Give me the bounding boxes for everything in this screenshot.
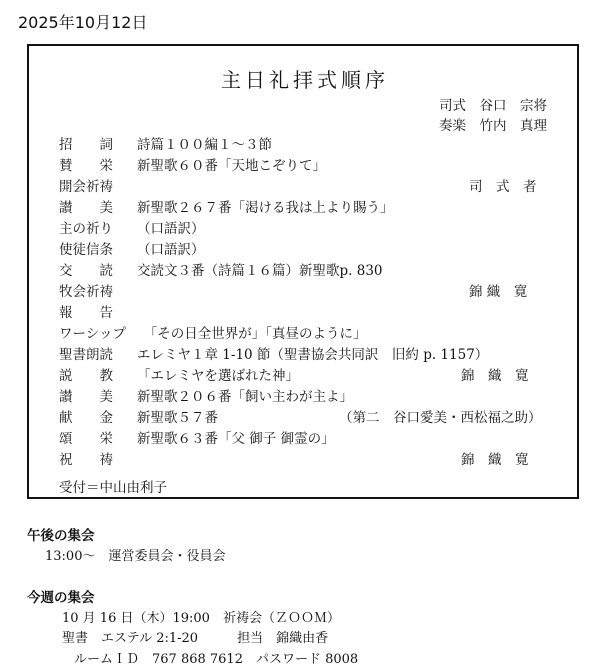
order-label: 讃 美 <box>59 200 113 216</box>
order-label: 聖書朗読 <box>59 347 113 363</box>
order-item <box>59 364 299 384</box>
order-item <box>59 217 205 237</box>
order-right: 司 式 者 <box>469 179 537 195</box>
officiant-name: 竹内 真理 <box>479 118 547 134</box>
order-item <box>59 238 205 258</box>
officiant-role: 奏楽 <box>439 118 466 134</box>
service-title: 主日礼拝式順序 <box>221 68 389 92</box>
officiant-presider <box>439 94 547 114</box>
order-right: 錦 織 寛 <box>469 284 528 300</box>
order-item <box>59 280 137 300</box>
order-label: 交 読 <box>59 263 113 279</box>
order-label: 説 教 <box>59 368 113 384</box>
order-label: 使徒信条 <box>59 242 113 258</box>
afternoon-item: 13:00～ 運営委員会・役員会 <box>45 549 226 564</box>
week-heading: 今週の集会 <box>27 590 95 606</box>
order-text: 新聖歌２０６番「飼い主わが主よ」 <box>137 389 353 405</box>
reception: 受付＝中山由利子 <box>59 480 167 496</box>
order-label: ワーシップ <box>59 326 126 342</box>
order-item <box>59 154 326 174</box>
order-text: 「エレミヤを選ばれた神」 <box>137 368 299 384</box>
officiant-role: 司式 <box>439 98 466 114</box>
week-line: 聖書 エステル 2:1-20 担当 錦織由香 <box>62 631 329 646</box>
order-text: エレミヤ１章 1-10 節（聖書協会共同訳 旧約 p. 1157） <box>137 347 489 363</box>
officiant-name: 谷口 宗将 <box>479 98 547 114</box>
order-text: 新聖歌２６７番「渇ける我は上より賜う」 <box>137 200 394 216</box>
order-text: 詩篇１００編１～３節 <box>137 137 272 153</box>
week-line: 10 月 16 日（木）19:00 祈祷会（ＺＯＯＭ） <box>62 611 340 626</box>
order-label: 主の祈り <box>59 221 113 237</box>
order-label: 献 金 <box>59 410 113 426</box>
order-item <box>59 343 488 363</box>
order-item <box>59 301 137 321</box>
officiant-organist <box>439 114 547 134</box>
week-line: ルームＩＤ 767 868 7612 パスワード 8008 <box>74 652 359 667</box>
order-item <box>59 133 272 153</box>
order-right: 錦 織 寛 <box>461 368 529 384</box>
order-item <box>59 322 367 342</box>
order-item <box>59 196 394 216</box>
order-text: 新聖歌６０番「天地こぞりて」 <box>137 158 326 174</box>
order-label: 開会祈祷 <box>59 179 113 195</box>
order-right: （第二 谷口愛美・西松福之助） <box>339 410 542 426</box>
order-text: （口語訳） <box>137 242 205 258</box>
order-label: 頌 栄 <box>59 431 113 447</box>
order-label: 招 詞 <box>59 137 113 153</box>
order-right: 錦 織 寛 <box>461 452 529 468</box>
bulletin-date: 2025年10月12日 <box>18 13 148 32</box>
order-text: 新聖歌６３番「父 御子 御霊の」 <box>137 431 335 447</box>
order-item <box>59 448 137 468</box>
order-text: 交読文３番（詩篇１６篇）新聖歌p. 830 <box>137 263 383 279</box>
order-label: 讃 美 <box>59 389 113 405</box>
service-order-box <box>27 44 579 499</box>
order-item <box>59 259 383 279</box>
order-label: 牧会祈祷 <box>59 284 113 300</box>
order-item <box>59 385 353 405</box>
afternoon-heading: 午後の集会 <box>27 528 95 544</box>
order-text: 「その日全世界が」「真昼のように」 <box>137 326 367 342</box>
order-item <box>59 406 218 426</box>
order-label: 賛 栄 <box>59 158 113 174</box>
order-item <box>59 427 335 447</box>
order-item <box>59 175 137 195</box>
order-label: 報 告 <box>59 305 113 321</box>
order-text: 新聖歌５７番 <box>137 410 218 426</box>
order-text: （口語訳） <box>137 221 205 237</box>
order-label: 祝 祷 <box>59 452 113 468</box>
